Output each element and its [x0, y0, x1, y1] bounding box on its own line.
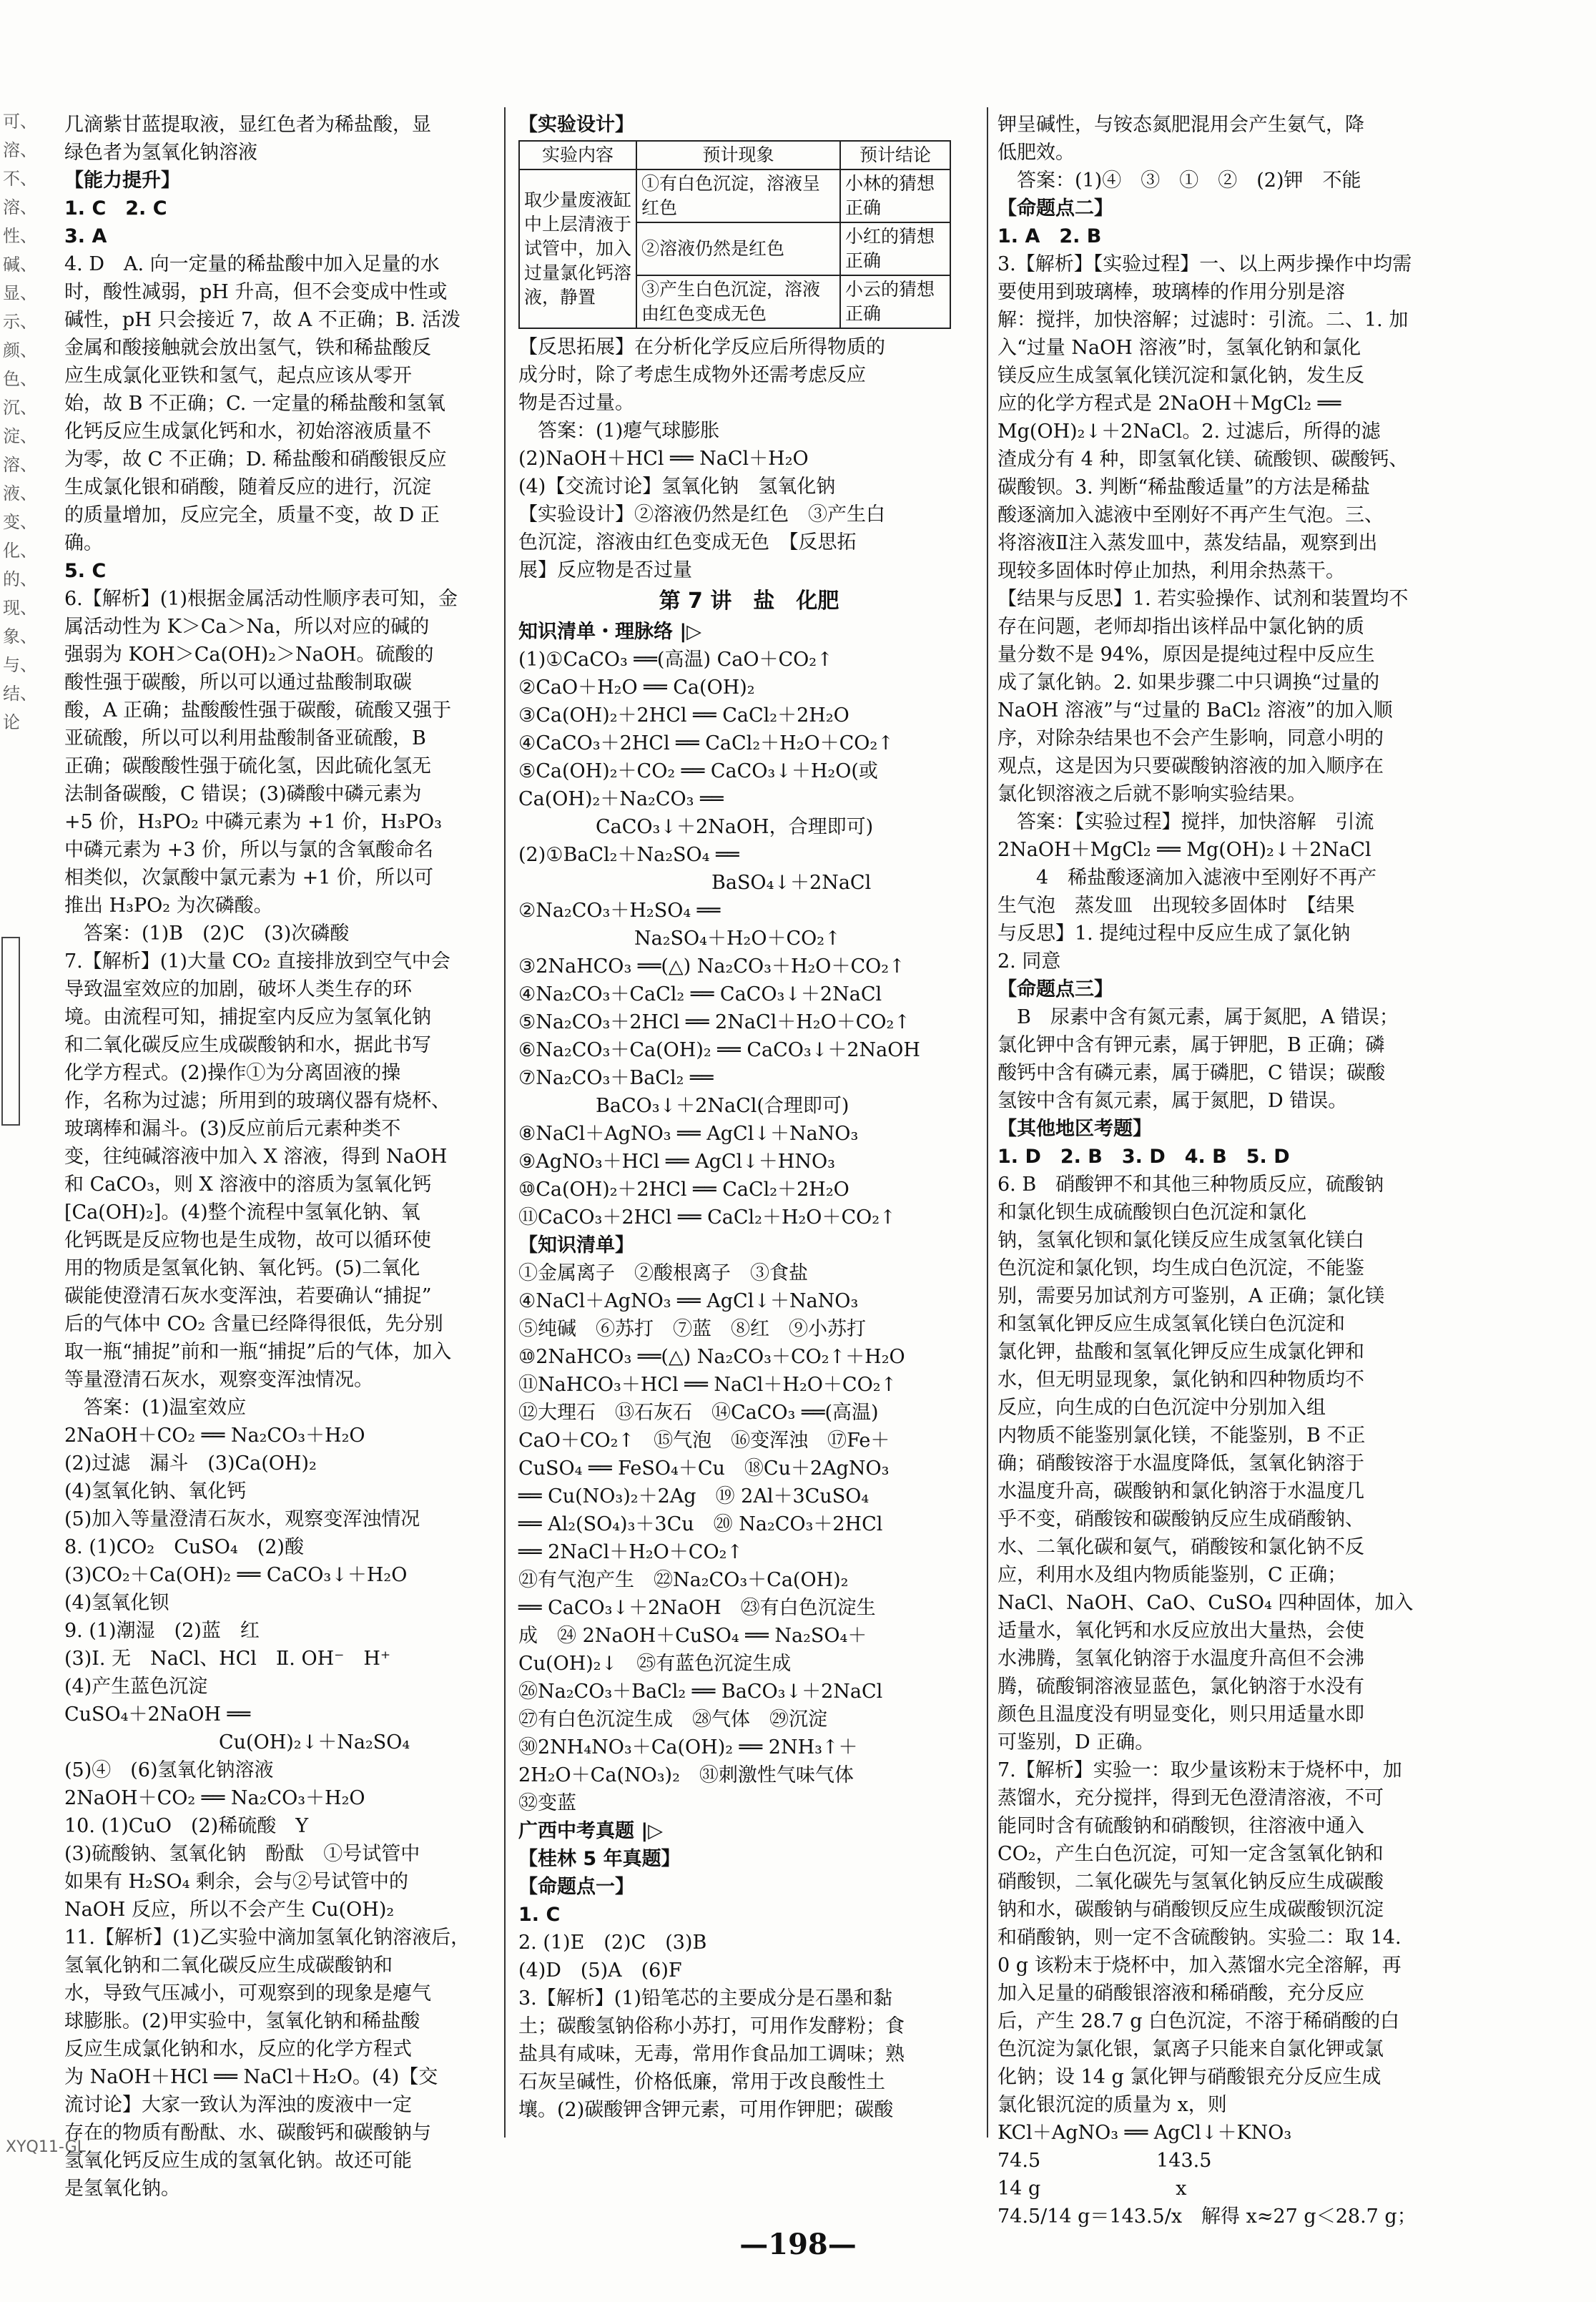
- text-line: 答案：【实验过程】搅拌，加快溶解 引流: [998, 811, 1374, 833]
- text-line: 球膨胀。(2)甲实验中，氢氧化钠和稀盐酸: [64, 2010, 420, 2032]
- text-line: 水，但无明显现象，氯化钠和四种物质均不: [998, 1369, 1364, 1391]
- text-line: ⑧NaCl＋AgNO₃ ══ AgCl↓＋NaNO₃: [518, 1123, 859, 1145]
- table-cell-content: 取少量废液缸中上层清液于试管中，加入过量氯化钙溶液，静置: [519, 169, 636, 328]
- answer-column-1: [64, 111, 493, 2200]
- text-line: 生成氯化银和硝酸，随着反应的进行，沉淀: [64, 476, 431, 498]
- text-line: 正确；碳酸酸性强于硫化氢，因此硫化氢无: [64, 755, 431, 777]
- text-line: 硝酸钡，二氧化碳先与氢氧化钠反应生成碳酸: [998, 1871, 1384, 1893]
- text-line: 为 NaOH＋HCl ══ NaCl＋H₂O。(4)【交: [64, 2066, 438, 2088]
- text-line: 属活动性为 K＞Ca＞Na，所以对应的碱的: [64, 616, 430, 638]
- text-line: ④CaCO₃＋2HCl ══ CaCl₂＋H₂O＋CO₂↑: [518, 732, 894, 754]
- text-line: 2NaOH＋MgCl₂ ══ Mg(OH)₂↓＋2NaCl: [998, 839, 1371, 861]
- text-line: (3)硫酸钠、氢氧化钠 酚酞 ①号试管中: [64, 1843, 420, 1865]
- text-line: +5 价，H₃PO₂ 中磷元素为 +1 价，H₃PO₃: [64, 811, 442, 833]
- text-line: ②CaO＋H₂O ══ Ca(OH)₂: [518, 677, 755, 699]
- text-line: 10. (1)CuO (2)稀硫酸 Y: [64, 1815, 309, 1837]
- text-line: ㉑有气泡产生 ㉒Na₂CO₃＋Ca(OH)₂: [518, 1569, 849, 1591]
- answer-column-2: [518, 111, 980, 2185]
- text-line: 9. (1)潮湿 (2)蓝 红: [64, 1620, 260, 1642]
- text-line: 应生成氯化亚铁和氢气，起点应该从零开: [64, 365, 412, 387]
- text-line: 玻璃棒和漏斗。(3)反应前后元素种类不: [64, 1118, 401, 1140]
- text-line: 金属和酸接触就会放出氢气，铁和稀盐酸反: [64, 337, 431, 359]
- text-line: ══ Cu(NO₃)₂＋2Ag ⑲ 2Al＋3CuSO₄: [518, 1485, 870, 1507]
- text-line: (4)产生蓝色沉淀: [64, 1676, 208, 1698]
- text-line: ④Na₂CO₃＋CaCl₂ ══ CaCO₃↓＋2NaCl: [518, 983, 882, 1005]
- text-line: 钠和水，碳酸钠与硝酸钡反应生成碳酸钡沉淀: [998, 1899, 1384, 1921]
- text-line: NaCl、NaOH、CaO、CuSO₄ 四种固体，加入: [998, 1592, 1414, 1614]
- text-line: 要使用到玻璃棒，玻璃棒的作用分别是溶: [998, 281, 1345, 303]
- text-line: ③2NaHCO₃ ══(△) Na₂CO₃＋H₂O＋CO₂↑: [518, 955, 905, 978]
- text-line: 解：搅拌，加快溶解；过滤时：引流。二、1. 加: [998, 309, 1409, 331]
- text-line: CaCO₃↓＋2NaOH，合理即可): [518, 816, 874, 838]
- text-line: 3.【解析】(1)铅笔芯的主要成分是石墨和黏: [518, 1987, 893, 2010]
- text-line: (1)①CaCO₃ ══(高温) CaO＋CO₂↑: [518, 649, 833, 671]
- text-line: 【结果与反思】1. 若实验操作、试剂和装置均不: [998, 588, 1409, 610]
- text-line: 氯化银沉淀的质量为 x，则: [998, 2094, 1227, 2116]
- text-line: 化钙反应生成氯化钙和水，初始溶液质量不: [64, 420, 431, 443]
- text-line: 推出 H₃PO₂ 为次磷酸。: [64, 895, 273, 917]
- text-line: 7.【解析】(1)大量 CO₂ 直接排放到空气中会: [64, 950, 450, 973]
- text-line: 后的气体中 CO₂ 含量已经降得很低，先分别: [64, 1313, 443, 1335]
- text-line: 水、二氧化碳和氨气，硝酸铵和氯化钠不反: [998, 1536, 1364, 1558]
- text-line: Cu(OH)₂↓ ㉕有蓝色沉淀生成: [518, 1653, 792, 1675]
- text-line: (4)【交流讨论】氢氧化钠 氢氧化钠: [518, 476, 836, 498]
- table-header: 预计结论: [840, 141, 950, 169]
- section-heading: 【桂林 5 年真题】: [518, 1848, 681, 1870]
- text-line: 2NaOH＋CO₂ ══ Na₂CO₃＋H₂O: [64, 1787, 365, 1809]
- text-line: Cu(OH)₂↓＋Na₂SO₄: [64, 1731, 410, 1753]
- text-line: 2H₂O＋Ca(NO₃)₂ ㉛刺激性气味气体: [518, 1764, 854, 1786]
- text-line: Ca(OH)₂＋Na₂CO₃ ══: [518, 788, 724, 810]
- section-heading: 5. C: [64, 560, 107, 582]
- text-line: ⑪NaHCO₃＋HCl ══ NaCl＋H₂O＋CO₂↑: [518, 1374, 897, 1396]
- text-line: NaOH 溶液”与“过量的 BaCl₂ 溶液”的加入顺: [998, 699, 1393, 722]
- text-line: 始，故 B 不正确；C. 一定量的稀盐酸和氢氧: [64, 393, 445, 415]
- binding-code: XYQ11-GL: [6, 2138, 86, 2156]
- text-line: 后，产生 28.7 g 白色沉淀，不溶于稀硝酸的白: [998, 2010, 1400, 2032]
- text-line: 颜色且温度没有明显变化，则只用适量水即: [998, 1703, 1364, 1726]
- text-line: 6.【解析】(1)根据金属活动性顺序表可知，金: [64, 588, 458, 610]
- text-line: KCl＋AgNO₃ ══ AgCl↓＋KNO₃: [998, 2122, 1292, 2144]
- text-line: 别，需要另加试剂方可鉴别，A 正确；氯化镁: [998, 1285, 1385, 1307]
- section-heading: 知识清单・理脉络 |▷: [518, 621, 702, 643]
- text-line: 腾，硫酸铜溶液显蓝色，氯化钠溶于水没有: [998, 1676, 1364, 1698]
- section-title: 第 7 讲 盐 化肥: [659, 589, 839, 614]
- binding-margin-text: 可、溶、不、溶、性、碱、显、示、颜、色、沉、淀、溶、液、变、化、的、现、象、与、结、论: [3, 112, 37, 732]
- text-line: 低肥效。: [998, 142, 1075, 164]
- text-line: 成了氯化钠。2. 如果步骤二中只调换“过量的: [998, 672, 1380, 694]
- text-line: 可鉴别，D 正确。: [998, 1731, 1155, 1753]
- text-line: 反应生成氯化钠和水，反应的化学方程式: [64, 2038, 412, 2060]
- section-heading: 【知识清单】: [518, 1234, 634, 1256]
- text-line: 作，名称为过滤；所用到的玻璃仪器有烧杯、: [64, 1090, 450, 1112]
- text-line: 氢铵中含有氮元素，属于氮肥，D 错误。: [998, 1090, 1348, 1112]
- column-divider-1: [504, 107, 506, 2138]
- table-cell: ②溶液仍然是红色: [636, 222, 840, 275]
- text-line: 镁反应生成氢氧化镁沉淀和氯化钠，发生反: [998, 365, 1364, 387]
- section-heading: 【实验设计】: [518, 114, 634, 136]
- text-line: 钠，氢氧化钡和氯化镁反应生成氢氧化镁白: [998, 1229, 1364, 1251]
- text-line: ㉗有白色沉淀生成 ㉘气体 ㉙沉淀: [518, 1708, 827, 1731]
- text-line: 能同时含有硫酸钠和硝酸钡，往溶液中通入: [998, 1815, 1364, 1837]
- text-line: (5)④ (6)氢氧化钠溶液: [64, 1759, 274, 1781]
- table-cell: 小红的猜想正确: [840, 222, 950, 275]
- text-line: 氯化钾中含有钾元素，属于钾肥，B 正确；磷: [998, 1034, 1385, 1056]
- text-line: 2NaOH＋CO₂ ══ Na₂CO₃＋H₂O: [64, 1425, 365, 1447]
- text-line: 【反思拓展】在分析化学反应后所得物质的: [518, 336, 885, 358]
- text-line: Na₂SO₄＋H₂O＋CO₂↑: [518, 928, 841, 950]
- text-line: 14 g x: [998, 2178, 1187, 2200]
- text-line: 11.【解析】(1)乙实验中滴加氢氧化钠溶液后，: [64, 1927, 471, 1949]
- text-line: 盐具有咸味，无毒，常用作食品加工调味；熟: [518, 2043, 905, 2065]
- text-line: ⑪CaCO₃＋2HCl ══ CaCl₂＋H₂O＋CO₂↑: [518, 1206, 896, 1229]
- experiment-design-table: [518, 140, 951, 329]
- text-line: ══ 2NaCl＋H₂O＋CO₂↑: [518, 1541, 744, 1563]
- text-line: 应，利用水及组内物质能鉴别，C 正确；: [998, 1564, 1347, 1586]
- text-line: 0 g 该粉末于烧杯中，加入蒸馏水完全溶解，再: [998, 1954, 1402, 1977]
- text-line: ②Na₂CO₃＋H₂SO₄ ══: [518, 900, 721, 922]
- text-line: 水，导致气压减小，可观察到的现象是瘪气: [64, 1982, 431, 2005]
- text-line: 74.5/14 g＝143.5/x 解得 x≈27 g＜28.7 g；: [998, 2205, 1417, 2228]
- text-line: 反应，向生成的白色沉淀中分别加入组: [998, 1397, 1326, 1419]
- text-line: (3)Ⅰ. 无 NaCl、HCl Ⅱ. OH⁻ H⁺: [64, 1648, 391, 1670]
- text-line: 流讨论】大家一致认为浑浊的废液中一定: [64, 2094, 412, 2116]
- text-line: 入“过量 NaOH 溶液”时，氢氧化钠和氯化: [998, 337, 1361, 359]
- text-line: ④NaCl＋AgNO₃ ══ AgCl↓＋NaNO₃: [518, 1290, 859, 1312]
- text-line: Mg(OH)₂↓＋2NaCl。2. 过滤后，所得的滤: [998, 420, 1381, 443]
- text-line: 答案：(1)B (2)C (3)次磷酸: [64, 923, 350, 945]
- text-line: 3.【解析】【实验过程】一、以上两步操作中均需: [998, 253, 1412, 275]
- text-line: 和 CaCO₃，则 X 溶液中的溶质为氢氧化钙: [64, 1174, 432, 1196]
- text-line: [Ca(OH)₂]。(4)整个流程中氢氧化钠、氧: [64, 1201, 420, 1224]
- text-line: 酸，A 正确；盐酸酸性强于碳酸，硫酸又强于: [64, 699, 452, 722]
- text-line: 序，对除杂结果也不会产生影响，同意小明的: [998, 727, 1384, 749]
- text-line: 亚硫酸，所以可以利用盐酸制备亚硫酸，B: [64, 727, 426, 749]
- section-heading: 【能力提升】: [64, 169, 180, 192]
- text-line: 存在的物质有酚酞、水、碳酸钙和碳酸钠与: [64, 2122, 431, 2144]
- text-line: CuSO₄ ══ FeSO₄＋Cu ⑱Cu＋2AgNO₃: [518, 1457, 890, 1480]
- text-line: 是氢氧化钠。: [64, 2178, 180, 2200]
- text-line: ㉚2NH₄NO₃＋Ca(OH)₂ ══ 2NH₃↑＋: [518, 1736, 858, 1759]
- text-line: ══ Al₂(SO₄)₃＋3Cu ⑳ Na₂CO₃＋2HCl: [518, 1513, 883, 1535]
- page-number: —198—: [739, 2228, 857, 2261]
- text-line: 氢氧化钙反应生成的氢氧化钠。故还可能: [64, 2150, 412, 2172]
- section-heading: 1. A 2. B: [998, 225, 1102, 247]
- text-line: ⑤Na₂CO₃＋2HCl ══ 2NaCl＋H₂O＋CO₂↑: [518, 1011, 911, 1033]
- text-line: 存在问题，老师却指出该样品中氯化钠的质: [998, 616, 1364, 638]
- text-line: ㉜变蓝: [518, 1792, 576, 1814]
- section-heading: 1. C 2. C: [64, 197, 167, 220]
- text-line: ③Ca(OH)₂＋2HCl ══ CaCl₂＋2H₂O: [518, 704, 849, 727]
- text-line: 碳能使澄清石灰水变浑浊，若要确认“捕捉”: [64, 1285, 432, 1307]
- table-cell: ①有白色沉淀，溶液呈红色: [636, 169, 840, 222]
- text-line: 壤。(2)碳酸钾含钾元素，可用作钾肥；碳酸: [518, 2099, 894, 2121]
- text-line: 现较多固体时停止加热，利用余热蒸干。: [998, 560, 1345, 582]
- text-line: 如果有 H₂SO₄ 剩余，会与②号试管中的: [64, 1871, 408, 1893]
- text-line: 渣成分有 4 种，即氢氧化镁、硫酸钡、碳酸钙、: [998, 448, 1409, 471]
- text-line: ⑥Na₂CO₃＋Ca(OH)₂ ══ CaCO₃↓＋2NaOH: [518, 1039, 920, 1061]
- text-line: 碳酸钡。3. 判断“稀盐酸适量”的方法是稀盐: [998, 476, 1370, 498]
- text-line: 的质量增加，反应完全，质量不变，故 D 正: [64, 504, 440, 526]
- text-line: ㉖Na₂CO₃＋BaCl₂ ══ BaCO₃↓＋2NaCl: [518, 1681, 883, 1703]
- text-line: 色沉淀为氯化银，氯离子只能来自氯化钾或氯: [998, 2038, 1384, 2060]
- section-heading: 【其他地区考题】: [998, 1118, 1152, 1140]
- table-cell: 小云的猜想正确: [840, 275, 950, 328]
- text-line: 酸性强于碳酸，所以可以通过盐酸制取碳: [64, 672, 412, 694]
- text-line: 土；碳酸氢钠俗称小苏打，可用作发酵粉；食: [518, 2015, 905, 2037]
- text-line: 物是否过量。: [518, 392, 634, 414]
- text-line: 取一瓶“捕捉”前和一瓶“捕捉”后的气体，加入: [64, 1341, 452, 1363]
- text-line: 碱性，pH 只会接近 7，故 A 不正确；B. 活泼: [64, 309, 460, 331]
- text-line: 和氯化钡生成硫酸钡白色沉淀和氯化: [998, 1201, 1306, 1224]
- text-line: 化学方程式。(2)操作①为分离固液的操: [64, 1062, 401, 1084]
- text-line: 2. 同意: [998, 950, 1061, 973]
- text-line: 为零，故 C 不正确；D. 稀盐酸和硝酸银反应: [64, 448, 447, 471]
- text-line: ①金属离子 ②酸根离子 ③食盐: [518, 1262, 808, 1284]
- text-line: 和硝酸钠，则一定不含硫酸钠。实验二：取 14.: [998, 1927, 1402, 1949]
- column-divider-2: [987, 107, 988, 2138]
- text-line: 用的物质是氢氧化钠、氧化钙。(5)二氧化: [64, 1257, 420, 1279]
- text-line: 等量澄清石灰水，观察变浑浊情况。: [64, 1369, 373, 1391]
- text-line: 适量水，氧化钙和水反应放出大量热，会使: [998, 1620, 1364, 1642]
- text-line: (4)氢氧化钠、氧化钙: [64, 1480, 247, 1502]
- text-line: 水沸腾，氢氧化钠溶于水温度升高但不会沸: [998, 1648, 1364, 1670]
- section-heading: 广西中考真题 |▷: [518, 1820, 664, 1842]
- text-line: 确。: [64, 532, 103, 554]
- section-heading: 【命题点一】: [518, 1876, 634, 1898]
- text-line: CaO＋CO₂↑ ⑮气泡 ⑯变浑浊 ⑰Fe＋: [518, 1430, 890, 1452]
- table-header: 实验内容: [519, 141, 636, 169]
- text-line: 色沉淀，溶液由红色变成无色 【反思拓: [518, 531, 857, 554]
- text-line: 氯化钾，盐酸和氢氧化钾反应生成氯化钾和: [998, 1341, 1364, 1363]
- table-cell: 小林的猜想正确: [840, 169, 950, 222]
- text-line: ⑤Ca(OH)₂＋CO₂ ══ CaCO₃↓＋H₂O(或: [518, 760, 878, 782]
- section-heading: 1. D 2. B 3. D 4. B 5. D: [998, 1146, 1290, 1168]
- text-line: 几滴紫甘蓝提取液，显红色者为稀盐酸，显: [64, 114, 431, 136]
- text-line: 4 稀盐酸逐滴加入滤液中至刚好不再产: [998, 867, 1377, 889]
- text-line: ⑤纯碱 ⑥苏打 ⑦蓝 ⑧红 ⑨小苏打: [518, 1318, 866, 1340]
- text-line: BaSO₄↓＋2NaCl: [518, 872, 872, 894]
- text-line: 展】反应物是否过量: [518, 559, 692, 581]
- binding-margin-box: [1, 937, 20, 1126]
- answer-column-3: [998, 111, 1466, 2228]
- text-line: 中磷元素为 +3 价，所以与氯的含氧酸命名: [64, 839, 433, 861]
- text-line: 时，酸性减弱，pH 升高，但不会变成中性或: [64, 281, 448, 303]
- text-line: 74.5 143.5: [998, 2150, 1212, 2172]
- text-line: 乎不变，硝酸铵和碳酸钠反应生成硝酸钠、: [998, 1508, 1364, 1530]
- text-line: 成 ㉔ 2NaOH＋CuSO₄ ══ Na₂SO₄＋: [518, 1625, 867, 1647]
- text-line: (5)加入等量澄清石灰水，观察变浑浊情况: [64, 1508, 420, 1530]
- text-line: 将溶液Ⅱ注入蒸发皿中，蒸发结晶，观察到出: [998, 532, 1378, 554]
- text-line: 强弱为 KOH＞Ca(OH)₂＞NaOH。硫酸的: [64, 644, 434, 666]
- text-line: (4)D (5)A (6)F: [518, 1959, 682, 1982]
- text-line: (3)CO₂＋Ca(OH)₂ ══ CaCO₃↓＋H₂O: [64, 1564, 408, 1586]
- text-line: 酸钙中含有磷元素，属于磷肥，C 错误；碳酸: [998, 1062, 1386, 1084]
- text-line: 2. (1)E (2)C (3)B: [518, 1932, 707, 1954]
- text-line: ⑩Ca(OH)₂＋2HCl ══ CaCl₂＋2H₂O: [518, 1179, 849, 1201]
- text-line: CO₂，产生白色沉淀，可知一定含氢氧化钠和: [998, 1843, 1384, 1865]
- table-cell: ③产生白色沉淀，溶液由红色变成无色: [636, 275, 840, 328]
- text-line: 绿色者为氢氧化钠溶液: [64, 142, 257, 164]
- text-line: 确；硝酸铵溶于水温度降低，氢氧化钠溶于: [998, 1452, 1364, 1475]
- text-line: 与反思】1. 提纯过程中反应生成了氯化钠: [998, 923, 1351, 945]
- text-line: (2)NaOH＋HCl ══ NaCl＋H₂O: [518, 448, 809, 470]
- text-line: 氯化钡溶液之后就不影响实验结果。: [998, 783, 1306, 805]
- text-line: ⑩2NaHCO₃ ══(△) Na₂CO₃＋CO₂↑＋H₂O: [518, 1346, 905, 1368]
- text-line: 色沉淀和氯化钡，均生成白色沉淀，不能鉴: [998, 1257, 1364, 1279]
- section-heading: 【命题点二】: [998, 197, 1113, 220]
- text-line: 化钙既是反应物也是生成物，故可以循环使: [64, 1229, 431, 1251]
- text-line: 变，往纯碱溶液中加入 X 溶液，得到 NaOH: [64, 1146, 448, 1168]
- text-line: 境。由流程可知，捕捉室内反应为氢氧化钠: [64, 1006, 431, 1028]
- text-line: 化钠；设 14 g 氯化钾与硝酸银充分反应生成: [998, 2066, 1381, 2088]
- text-line: (4)氢氧化钡: [64, 1592, 169, 1614]
- text-line: 答案：(1)温室效应: [64, 1397, 247, 1419]
- text-line: 应的化学方程式是 2NaOH＋MgCl₂ ══: [998, 393, 1341, 415]
- text-line: 4. D A. 向一定量的稀盐酸中加入足量的水: [64, 253, 440, 275]
- text-line: 和氢氧化钾反应生成氢氧化镁白色沉淀和: [998, 1313, 1345, 1335]
- text-line: 相类似，次氯酸中氯元素为 +1 价，所以可: [64, 867, 433, 889]
- text-line: 导致温室效应的加剧，破坏人类生存的环: [64, 978, 412, 1000]
- text-line: 生气泡 蒸发皿 出现较多固体时 【结果: [998, 895, 1355, 917]
- text-line: 和二氧化碳反应生成碳酸钠和水，据此书写: [64, 1034, 431, 1056]
- text-line: 石灰呈碱性，价格低廉，常用于改良酸性土: [518, 2071, 885, 2093]
- text-line: 水温度升高，碳酸钠和氯化钠溶于水温度几: [998, 1480, 1364, 1502]
- text-line: 酸逐滴加入滤液中至刚好不再产生气泡。三、: [998, 504, 1384, 526]
- text-line: 量分数不是 94%，原因是提纯过程中反应生: [998, 644, 1375, 666]
- text-line: BaCO₃↓＋2NaCl(合理即可): [518, 1095, 849, 1117]
- text-line: 法制备碳酸，C 错误；(3)磷酸中磷元素为: [64, 783, 422, 805]
- text-line: 答案：(1)瘪气球膨胀: [518, 420, 720, 442]
- section-heading: 【命题点三】: [998, 978, 1113, 1000]
- text-line: (2)①BaCl₂＋Na₂SO₄ ══: [518, 844, 739, 866]
- text-line: NaOH 反应，所以不会产生 Cu(OH)₂: [64, 1899, 395, 1921]
- text-line: ⑫大理石 ⑬石灰石 ⑭CaCO₃ ══(高温): [518, 1402, 879, 1424]
- text-line: 答案：(1)④ ③ ① ② (2)钾 不能: [998, 169, 1361, 192]
- text-line: B 尿素中含有氮元素，属于氮肥，A 错误；: [998, 1006, 1399, 1028]
- text-line: 钾呈碱性，与铵态氮肥混用会产生氨气，降: [998, 114, 1364, 136]
- section-heading: 1. C: [518, 1904, 561, 1926]
- text-line: 6. B 硝酸钾不和其他三种物质反应，硫酸钠: [998, 1174, 1384, 1196]
- text-line: CuSO₄＋2NaOH ══: [64, 1703, 251, 1726]
- table-header: 预计现象: [636, 141, 840, 169]
- text-line: 蒸馏水，充分搅拌，得到无色澄清溶液，不可: [998, 1787, 1384, 1809]
- section-heading: 3. A: [64, 225, 107, 247]
- text-line: 成分时，除了考虑生成物外还需考虑反应: [518, 364, 866, 386]
- text-line: (2)过滤 漏斗 (3)Ca(OH)₂: [64, 1452, 317, 1475]
- text-line: 观点，这是因为只要碳酸钠溶液的加入顺序在: [998, 755, 1384, 777]
- text-line: 7.【解析】实验一：取少量该粉末于烧杯中，加: [998, 1759, 1402, 1781]
- text-line: 内物质不能鉴别氯化镁，不能鉴别，B 不正: [998, 1425, 1366, 1447]
- text-line: ⑨AgNO₃＋HCl ══ AgCl↓＋HNO₃: [518, 1151, 835, 1173]
- text-line: 8. (1)CO₂ CuSO₄ (2)酸: [64, 1536, 304, 1558]
- text-line: ⑦Na₂CO₃＋BaCl₂ ══: [518, 1067, 714, 1089]
- text-line: 【实验设计】②溶液仍然是红色 ③产生白: [518, 503, 885, 526]
- text-line: 氢氧化钠和二氧化碳反应生成碳酸钠和: [64, 1954, 393, 1977]
- text-line: ══ CaCO₃↓＋2NaOH ㉓有白色沉淀生: [518, 1597, 876, 1619]
- text-line: 加入足量的硝酸银溶液和稀硝酸，充分反应: [998, 1982, 1364, 2005]
